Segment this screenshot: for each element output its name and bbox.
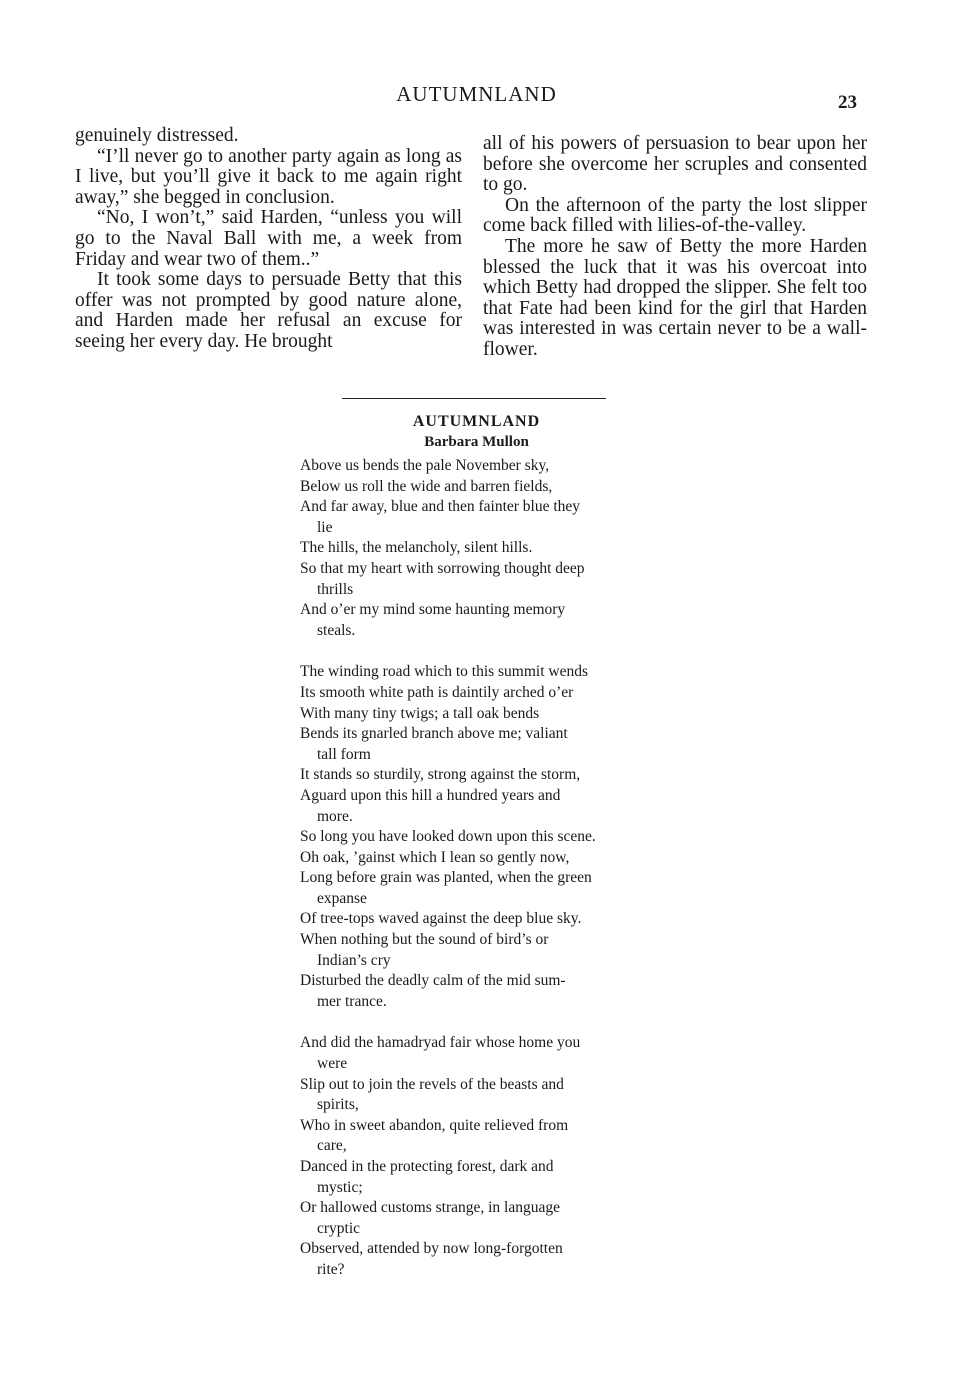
poem-line-text: Its smooth white path is daintily arched o’er [300, 683, 574, 701]
poem-line [300, 930, 678, 971]
poem-line [300, 765, 678, 786]
page-number: 23 [838, 92, 857, 113]
poem-line-continuation: expanse [317, 889, 367, 907]
poem-line-continuation: spirits, [317, 1096, 359, 1114]
poem-line-text: Long before grain was planted, when the green [300, 869, 592, 887]
poem-line-text: Aguard upon this hill a hundred years and [300, 786, 561, 804]
poem-line [300, 559, 678, 600]
poem-line-text: And o’er my mind some haunting memory [300, 601, 566, 619]
poem-line [300, 600, 678, 641]
paragraph: “No, I won’t,” said Harden, “unless you will go to the Naval Ball with me, a week from Friday and wear two of them..” [75, 207, 462, 270]
poem-title: AUTUMNLAND [412, 413, 541, 430]
poem-line [300, 456, 678, 477]
poem-line-text: Slip out to join the revels of the beasts and [300, 1075, 564, 1093]
paragraph: The more he saw of Betty the more Harden blessed the luck that it was his overcoat into which Betty had dropped the slipper. She felt too that Fate had been kind for the girl that Harden was interested in was certain never to be a wall-flower. [483, 235, 867, 360]
poem-line [300, 1033, 678, 1074]
poem-line-text: Below us roll the wide and barren fields, [300, 477, 553, 495]
poem-line-text: Above us bends the pale November sky, [300, 457, 550, 474]
poem-line-continuation: care, [317, 1137, 347, 1155]
poem-line-continuation: tall form [317, 745, 371, 763]
poem-line [300, 786, 678, 827]
poem-line [300, 827, 678, 848]
poem-line-continuation: thrills [317, 580, 354, 598]
poem-line [300, 1075, 678, 1116]
poem-line-text: Oh oak, ’gainst which I lean so gently now, [300, 848, 570, 866]
poem-line [300, 848, 678, 869]
poem-line [300, 1239, 678, 1280]
poem-line-text: So long you have looked down upon this scene. [300, 828, 596, 846]
poem-line-continuation: Indian’s cry [317, 951, 391, 969]
poem-author: Barbara Mullon [424, 434, 529, 450]
poem-line-text: And did the hamadryad fair whose home you [300, 1034, 581, 1052]
poem-line-text: Who in sweet abandon, quite relieved from [300, 1116, 569, 1134]
poem-line [300, 971, 678, 1012]
running-head: AUTUMNLAND [396, 82, 557, 106]
poem-line [300, 724, 678, 765]
section-divider [342, 398, 606, 399]
poem-body [300, 456, 678, 1302]
poem-line-continuation: steals. [317, 621, 356, 639]
paragraph: On the afternoon of the party the lost slipper come back filled with lilies-of-the-valley. [483, 194, 867, 237]
poem-line [300, 1157, 678, 1198]
poem-line [300, 1198, 678, 1239]
poem-line-text: Bends its gnarled branch above me; valiant [300, 725, 568, 743]
poem-line [300, 497, 678, 538]
poem-line-continuation: mer trance. [317, 992, 387, 1010]
poem-line [300, 662, 678, 683]
poem-line-continuation: were [317, 1055, 348, 1073]
poem-line-text: It stands so sturdily, strong against the storm, [300, 766, 581, 784]
poem-line-text: And far away, blue and then fainter blue they [300, 498, 581, 516]
poem-stanza [300, 456, 678, 641]
poem-line-continuation: lie [317, 518, 333, 536]
poem-line [300, 704, 678, 725]
poem-line-text: Observed, attended by now long-forgotten [300, 1240, 563, 1258]
paragraph: “I’ll never go to another party again as long as I live, but you’ll give it back to me again right away,” she begged in conclusion. [75, 145, 462, 208]
poem-stanza [300, 1033, 678, 1280]
poem-line-text: With many tiny twigs; a tall oak bends [300, 704, 540, 722]
paragraph: all of his powers of persuasion to bear upon her before she overcome her scruples and consented to go. [483, 133, 867, 196]
poem-line-continuation: rite? [317, 1260, 345, 1278]
paragraph: genuinely distressed. [75, 125, 239, 146]
poem-line-text: Danced in the protecting forest, dark and [300, 1158, 554, 1175]
poem-line [300, 909, 678, 930]
poem-line [300, 477, 678, 498]
poem-line [300, 1116, 678, 1157]
poem-line [300, 868, 678, 909]
poem-line-text: Disturbed the deadly calm of the mid sum- [300, 972, 566, 990]
poem-line-text: The winding road which to this summit wends [300, 663, 589, 681]
poem-line [300, 538, 678, 559]
prose-right-column [483, 134, 867, 361]
poem-line-continuation: mystic; [317, 1178, 363, 1196]
poem-line-continuation: more. [317, 807, 353, 825]
poem-line-text: Of tree-tops waved against the deep blue sky. [300, 910, 582, 928]
paragraph: It took some days to persuade Betty that this offer was not prompted by good nature alone, and Harden made her refusal an excuse for seeing her every day. He brought [75, 269, 462, 352]
poem-line [300, 683, 678, 704]
prose-left-column [75, 126, 462, 353]
poem-line-continuation: cryptic [317, 1219, 361, 1237]
poem-line-text: The hills, the melancholy, silent hills. [300, 539, 533, 557]
poem-line-text: When nothing but the sound of bird’s or [300, 931, 549, 949]
poem-line-text: So that my heart with sorrowing thought deep [300, 559, 585, 577]
poem-stanza [300, 662, 678, 1012]
poem-line-text: Or hallowed customs strange, in language [300, 1199, 560, 1217]
